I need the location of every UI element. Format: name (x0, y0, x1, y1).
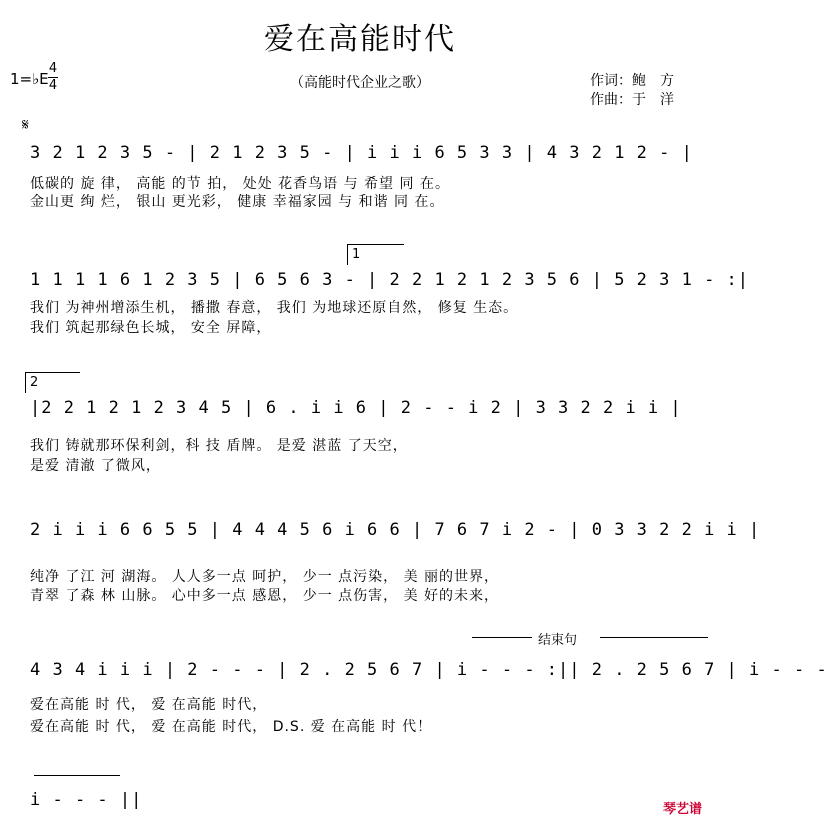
system-1-lyric-1: 低碳的 旋 律， 高能 的节 拍， 处处 花香鸟语 与 希望 同 在。 (30, 176, 450, 192)
lyricist-credit: 作词：鲍 方 (590, 73, 674, 89)
system-4-notes: 2 i i i 6 6 5 5 | 4 4 4 5 6 i 6 6 | 7 6 7 i 2 - | 0 3 3 2 2 i i | (30, 520, 761, 540)
time-signature-top: 4 (48, 61, 58, 76)
system-2-lyric-1: 我们 为神州增添生机， 播撒 春意， 我们 为地球还原自然， 修复 生态。 (30, 300, 519, 316)
time-signature-bottom: 4 (48, 78, 58, 93)
system-4-lyric-1: 纯净 了江 河 湖海。 人人多一点 呵护， 少一 点污染， 美 丽的世界， (30, 569, 500, 585)
first-ending-label: 1 (352, 247, 361, 262)
second-ending-label: 2 (30, 375, 39, 390)
system-3-notes: |2 2 1 2 1 2 3 4 5 | 6 . i i 6 | 2 - - i 2 | 3 3 2 2 i i | (30, 398, 682, 418)
system-3-lyric-2: 是爱 清澈 了微风， (30, 458, 161, 474)
system-5-notes: 4 3 4 i i i | 2 - - - | 2 . 2 5 6 7 | i - - - :|| 2 . 2 5 6 7 | i - - - (30, 660, 828, 680)
key-signature: 1=♭E (10, 70, 49, 88)
system-5-lyric-1: 爱在高能 时 代， 爱 在高能 时代， (30, 697, 268, 713)
coda-line-left (472, 637, 532, 638)
system-6-notes: i - - - || (30, 790, 143, 810)
first-ending-bracket (347, 244, 404, 265)
final-slur (34, 775, 120, 776)
subtitle: （高能时代企业之歌） (290, 75, 430, 91)
coda-label: 结束句 (538, 633, 578, 648)
watermark-logo: 琴艺谱 (662, 802, 702, 817)
system-3-lyric-1: 我们 铸就那环保利剑，科 技 盾牌。 是爱 湛蓝 了天空， (30, 438, 408, 454)
system-2-notes: 1 1 1 1 6 1 2 3 5 | 6 5 6 3 - | 2 2 1 2 1 2 3 5 6 | 5 2 3 1 - :| (30, 270, 750, 290)
second-ending-bracket (25, 372, 80, 393)
composer-credit: 作曲：于 洋 (590, 92, 674, 108)
system-4-lyric-2: 青翠 了森 林 山脉。 心中多一点 感恩， 少一 点伤害， 美 好的未来， (30, 588, 500, 604)
system-5-lyric-2: 爱在高能 时 代， 爱 在高能 时代， D.S. 爱 在高能 时 代！ (30, 719, 433, 735)
page-title: 爱在高能时代 (264, 22, 456, 57)
system-1-notes: 3 2 1 2 3 5 - | 2 1 2 3 5 - | i i i 6 5 3 3 | 4 3 2 1 2 - | (30, 143, 693, 163)
segno-sign: 𝄋 (22, 115, 29, 134)
coda-line-right (600, 637, 708, 638)
system-2-lyric-2: 我们 筑起那绿色长城， 安全 屏障， (30, 320, 272, 336)
system-1-lyric-2: 金山更 绚 烂， 银山 更光彩， 健康 幸福家园 与 和谐 同 在。 (30, 194, 445, 210)
